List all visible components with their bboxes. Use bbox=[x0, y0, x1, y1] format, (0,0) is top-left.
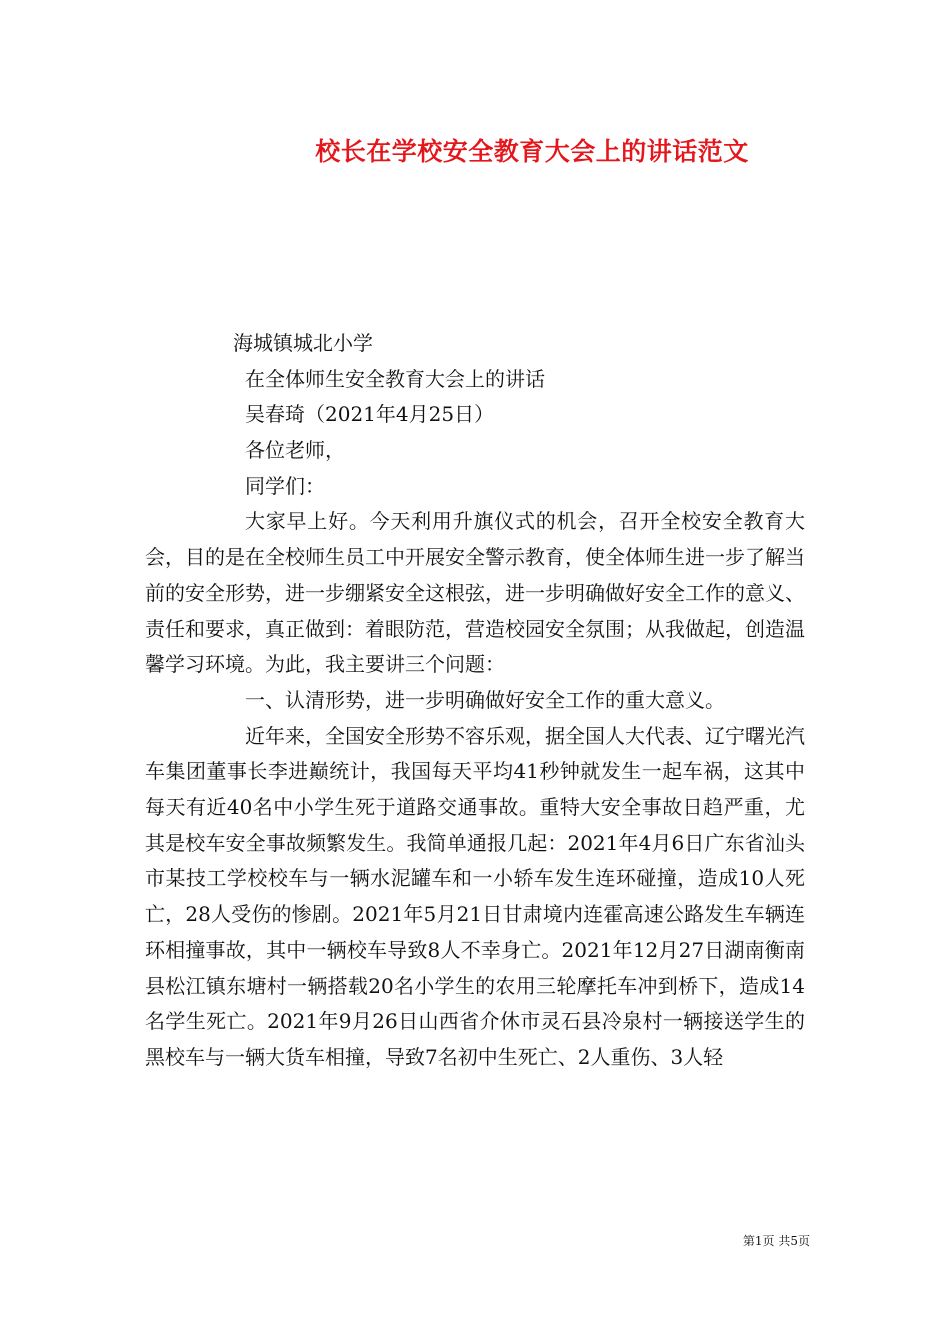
document-title: 校长在学校安全教育大会上的讲话范文 bbox=[315, 137, 749, 166]
section-1-heading: 一、认清形势，进一步明确做好安全工作的重大意义。 bbox=[245, 687, 725, 712]
greeting-students: 同学们： bbox=[245, 473, 325, 498]
document-body bbox=[145, 326, 805, 1076]
school-name: 海城镇城北小学 bbox=[233, 331, 373, 355]
speech-title: 在全体师生安全教育大会上的讲话 bbox=[245, 366, 545, 391]
greeting-teachers: 各位老师， bbox=[245, 438, 345, 463]
opening-paragraph: 大家早上好。今天利用升旗仪式的机会，召开全校安全教育大会，目的是在全校师生员工中开展安全警示教育，使全体师生进一步了解当前的安全形势，进一步绷紧安全这根弦，进一步明确做好安全工作的意义、责任和要求，真正做到：着眼防范，营造校园安全氛围；从我做起，创造温馨学习环境。为此，我主要讲三个问题： bbox=[145, 509, 805, 677]
safety-situation-paragraph: 近年来，全国安全形势不容乐观，据全国人大代表、辽宁曙光汽车集团董事长李进巅统计，我国每天平均41秒钟就发生一起车祸，这其中每天有近40名中小学生死于道路交通事故。重特大安全事故日趋严重，尤其是校车安全事故频繁发生。我简单通报几起：2021年4月6日广东省汕头市某技工学校校车与一辆水泥罐车和一小轿车发生连环碰撞，造成10人死亡，28人受伤的惨剧。2021年5月21日甘肃境内连霍高速公路发生车辆连环相撞事故，其中一辆校车导致8人不幸身亡。2021年12月27日湖南衡南县松江镇东塘村一辆搭载20名小学生的农用三轮摩托车冲到桥下，造成14名学生死亡。2021年9月26日山西省介休市灵石县冷泉村一辆接送学生的黑校车与一辆大货车相撞，导致7名初中生死亡、2人重伤、3人轻 bbox=[145, 723, 805, 1069]
page-indicator: 第1页 共5页 bbox=[742, 1234, 810, 1248]
speaker-and-date: 吴春琦（2021年4月25日） bbox=[245, 402, 495, 427]
